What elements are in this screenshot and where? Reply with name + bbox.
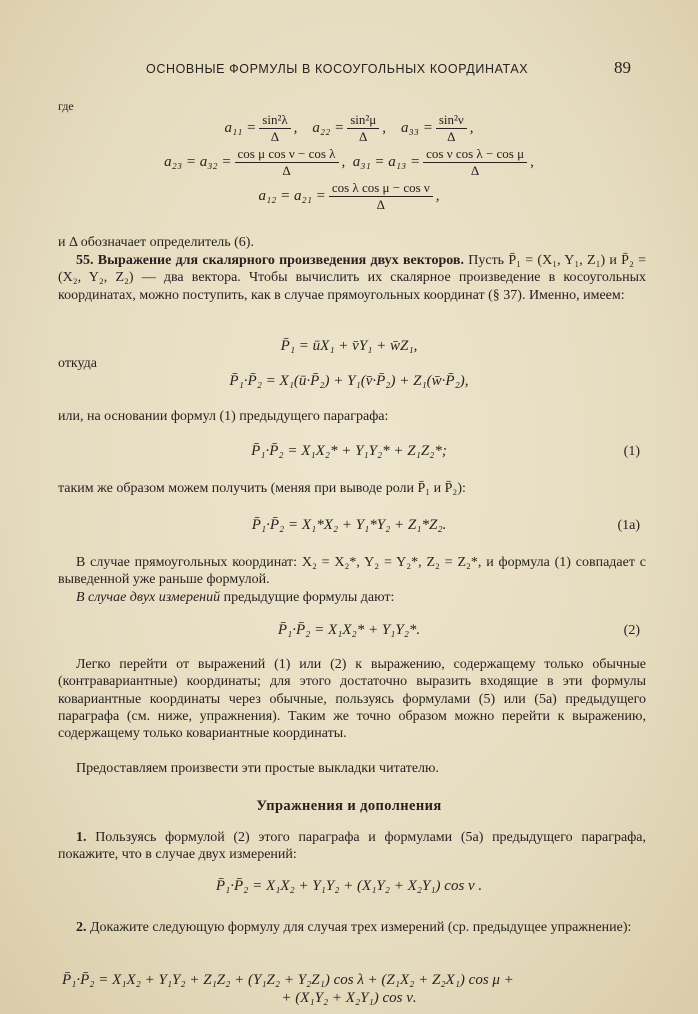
section-55-paragraph bbox=[58, 252, 646, 304]
equation-2-label: (2) bbox=[623, 623, 640, 638]
exercise-1-number: 1. bbox=[76, 830, 87, 845]
equation-1: P̄₁·P̄₂ = X₁X₂* + Y₁Y₂* + Z₁Z₂*; bbox=[251, 443, 447, 459]
exercise-1-text: Пользуясь формулой (2) этого параграфа и формулами (5a) предыдущего параграфа, покажите, что в случае двух измерений: bbox=[58, 830, 646, 863]
exercise-1 bbox=[58, 829, 646, 864]
coeff-row-diagonal: a₁₁ = $\frac{\text{sin²λ}}{\Delta}$ , a₂₂ = $\frac{\text{sin²μ}}{\Delta}$ , a₃₃ = $\frac{\text{sin²ν}}{\Delta}$ , bbox=[224, 112, 474, 144]
coeff-row-offdiag: a₂₃ = a₃₂ = $\frac{\text{cos μ cos ν − cos λ}}{\Delta}$ , a₃₁ = a₁₃ = $\frac{\text{cos ν cos λ − cos μ}}{\Delta}$ , bbox=[164, 146, 534, 178]
text-ili: или, на основании формул (1) предыдущего параграфа: bbox=[58, 409, 389, 424]
text-takim: таким же образом можем получить (меняя при выводе роли P̄₁ и P̄₂): bbox=[58, 481, 466, 496]
running-title: ОСНОВНЫЕ ФОРМУЛЫ В КОСОУГОЛЬНЫХ КООРДИНАТАХ bbox=[146, 62, 529, 76]
text-reader: Предоставляем произвести эти простые выкладки читателю. bbox=[76, 761, 439, 776]
text-rectangular-case: В случае прямоугольных координат: X₂ = X₂*, Y₂ = Y₂*, Z₂ = Z₂*, и формула (1) совпадает с выведенной уже раньше формулой. bbox=[58, 555, 646, 588]
exercise-2-formula-line1: P̄₁·P̄₂ = X₁X₂ + Y₁Y₂ + Z₁Z₂ + (Y₁Z₂ + Y₂Z₁) cos λ + (Z₁X₂ + Z₂X₁) cos μ + bbox=[62, 972, 514, 988]
equation-2: P̄₁·P̄₂ = X₁X₂* + Y₁Y₂*. bbox=[277, 622, 421, 638]
equation-1a-label: (1a) bbox=[617, 518, 640, 533]
coeff-row-a12: a₁₂ = a₂₁ = $\frac{\text{cos λ cos μ − cos ν}}{\Delta}$ , bbox=[258, 180, 440, 212]
word-otkuda: откуда bbox=[58, 356, 97, 371]
equation-1-label: (1) bbox=[623, 444, 640, 459]
text-easy-transition: Легко перейти от выражений (1) или (2) к выражению, содержащему только обычные (контравариантные) координаты; для этого достаточно выразить входящие в эти формулы ковариантные координаты через обычные, пользуясь формулами (5) или (5a) предыдущего параграфа (см. ниже, упражнения). Таким же точно образом можно перейти к выражению, содержащему только ковариантные координаты. bbox=[58, 657, 646, 742]
delta-note: и Δ обозначает определитель (6). bbox=[58, 235, 254, 250]
equation-p1p2-expansion: P̄₁·P̄₂ = X₁(ū·P̄₂) + Y₁(v̄·P̄₂) + Z₁(w̄·P̄₂), bbox=[229, 373, 469, 389]
exercise-2-number: 2. bbox=[76, 920, 87, 935]
text-two-dimensions bbox=[58, 589, 646, 606]
text-two-dimensions-rest: предыдущие формулы дают: bbox=[220, 590, 395, 605]
exercise-2-formula-line2: + (X₁Y₂ + X₂Y₁) cos ν. bbox=[281, 990, 417, 1006]
page-number: 89 bbox=[614, 58, 631, 77]
section-55-text: Пусть P̄₁ = (X₁, Y₁, Z₁) и P̄₂ = (X₂, Y₂, Z₂) — два вектора. Чтобы вычислить их скалярное произведение в косоугольных координатах, можно поступить, как в случае прямоугольных координат (§ 37). Именно, имеем: bbox=[58, 253, 646, 303]
exercise-1-formula: P̄₁·P̄₂ = X₁X₂ + Y₁Y₂ + (X₁Y₂ + X₂Y₁) cos ν . bbox=[215, 878, 483, 894]
equation-1a: P̄₁·P̄₂ = X₁*X₂ + Y₁*Y₂ + Z₁*Z₂. bbox=[251, 517, 447, 533]
section-55-title: 55. Выражение для скалярного произведения двух векторов. bbox=[76, 253, 464, 268]
exercise-2 bbox=[58, 919, 646, 936]
equation-p1: P̄₁ = ūX₁ + v̄Y₁ + w̄Z₁, bbox=[280, 338, 418, 354]
text-two-dimensions-italic: В случае двух измерений bbox=[76, 590, 221, 605]
exercise-2-text: Докажите следующую формулу для случая трех измерений (ср. предыдущее упражнение): bbox=[86, 920, 632, 935]
exercises-heading: Упражнения и дополнения bbox=[256, 798, 442, 814]
word-gde: где bbox=[58, 99, 74, 113]
